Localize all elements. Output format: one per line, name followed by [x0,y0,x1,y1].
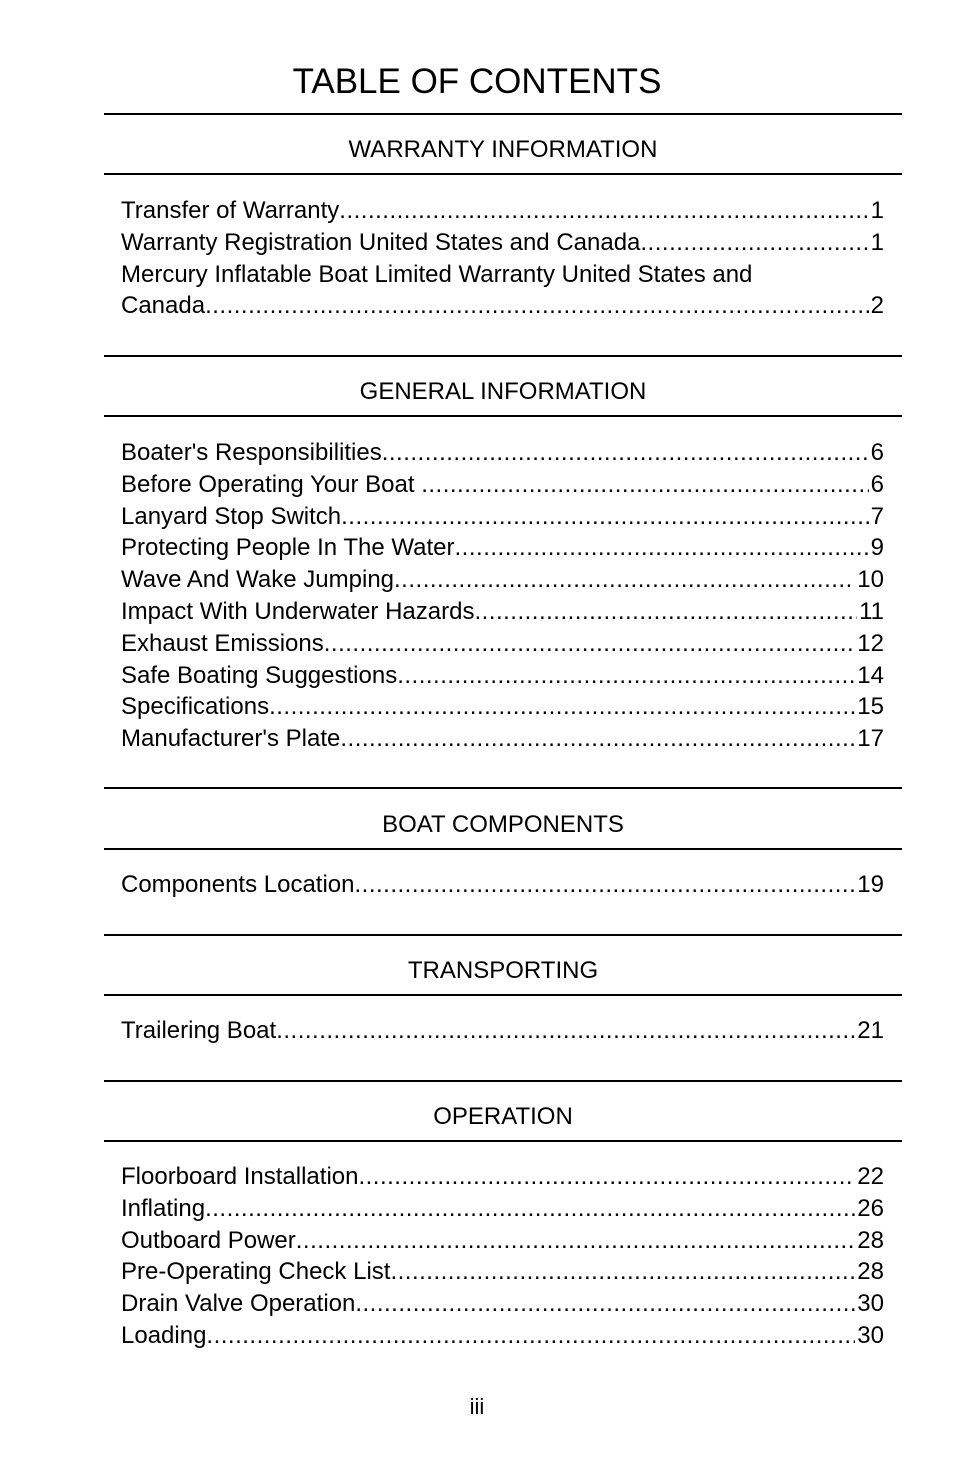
dot-leader [340,723,855,755]
toc-entry-label: Manufacturer's Plate [121,725,341,753]
toc-entry-label: Inflating [121,1194,206,1222]
toc-entry-page: 6 [870,470,884,498]
toc-entry-label: Drain Valve Operation [121,1290,356,1318]
toc-entry-page: 17 [857,725,884,753]
dot-leader [394,564,855,596]
dot-leader [421,469,868,501]
toc-list-warranty [121,195,884,322]
dot-leader [205,290,869,322]
dot-leader [341,501,869,533]
section-heading-transporting: TRANSPORTING [407,957,599,984]
toc-entry[interactable] [121,869,884,901]
toc-entry-page: 10 [857,566,884,594]
toc-entry[interactable] [121,501,884,533]
toc-entry-label: Specifications [121,693,270,721]
section-heading-general: GENERAL INFORMATION [359,378,647,405]
toc-entry-page: 6 [870,439,884,466]
toc-entry[interactable] [121,1225,884,1257]
toc-entry-label: Warranty Registration United States and Canada [121,228,641,256]
toc-entry[interactable] [121,437,884,469]
toc-entry[interactable] [121,469,884,501]
toc-entry-page: 26 [857,1194,884,1222]
toc-entry-page: 1 [870,197,884,224]
toc-entry-page: 15 [857,693,884,721]
toc-entry[interactable] [121,532,884,564]
toc-entry-page: 1 [870,228,884,256]
toc-entry-label: Before Operating Your Boat [121,470,422,498]
page-title: TABLE OF CONTENTS [292,62,662,101]
section-divider [104,113,902,115]
dot-leader [397,660,855,692]
section-divider [104,173,902,175]
toc-entry-label: Wave And Wake Jumping [121,566,395,594]
toc-entry[interactable] [121,1256,884,1288]
toc-entry-label: Protecting People In The Water [121,534,455,562]
toc-entry[interactable] [121,628,884,660]
dot-leader [390,1256,855,1288]
toc-entry-label: Loading [121,1321,207,1349]
toc-entry[interactable] [121,723,884,755]
toc-entry[interactable] [121,1320,884,1352]
dot-leader [354,869,855,901]
toc-entry-label: Lanyard Stop Switch [121,502,342,530]
toc-entry-label: Transfer of Warranty [121,197,340,224]
dot-leader [358,1161,855,1193]
toc-entry-label: Floorboard Installation [121,1163,359,1190]
dot-leader [474,596,857,628]
toc-entry[interactable] [121,195,884,227]
section-heading-boat-components: BOAT COMPONENTS [382,811,624,838]
section-heading-warranty: WARRANTY INFORMATION [348,136,658,163]
dot-leader [355,1288,855,1320]
toc-entry-label: Safe Boating Suggestions [121,661,398,689]
toc-entry-label: Mercury Inflatable Boat Limited Warranty United States and [121,260,753,288]
toc-entry-label: Boater's Responsibilities [121,439,382,466]
section-heading-operation: OPERATION [433,1103,573,1130]
toc-entry-page: 30 [857,1321,884,1349]
toc-list-general [121,437,884,755]
toc-entry[interactable] [121,259,884,323]
toc-entry-page: 28 [857,1258,884,1286]
dot-leader [382,437,869,469]
toc-list-operation [121,1161,884,1352]
toc-entry-page: 28 [857,1226,884,1254]
toc-entry[interactable] [121,1015,884,1047]
toc-entry-page: 19 [857,871,884,898]
section-divider [104,994,902,996]
toc-entry[interactable] [121,227,884,259]
toc-entry-label-continued: Canada [121,292,206,320]
dot-leader [324,628,856,660]
toc-entry-page: 9 [870,534,884,562]
toc-entry-label: Trailering Boat [121,1017,277,1044]
toc-entry-page: 21 [857,1017,884,1044]
page-number: iii [469,1394,485,1419]
dot-leader [455,532,869,564]
toc-entry-label: Impact With Underwater Hazards [121,597,475,625]
dot-leader [205,1193,855,1225]
dot-leader [296,1225,856,1257]
toc-entry-page: 12 [857,629,884,657]
toc-entry[interactable] [121,691,884,723]
dot-leader [206,1320,855,1352]
toc-entry-page: 14 [857,661,884,689]
dot-leader [339,195,868,227]
toc-entry-page: 2 [870,292,884,320]
toc-entry-page: 22 [857,1163,884,1190]
dot-leader [276,1015,855,1047]
toc-entry-label: Pre-Operating Check List [121,1258,391,1286]
toc-entry[interactable] [121,1193,884,1225]
toc-entry-label: Outboard Power [121,1226,296,1254]
toc-entry-page: 7 [870,502,884,530]
toc-entry[interactable] [121,1161,884,1193]
toc-entry-page: 11 [859,597,884,625]
toc-entry[interactable] [121,1288,884,1320]
section-divider [104,848,902,850]
toc-list-transporting [121,1015,884,1047]
toc-entry-label: Components Location [121,871,355,898]
section-divider [104,415,902,417]
dot-leader [269,691,855,723]
toc-entry-page: 30 [857,1290,884,1318]
toc-list-boat-components [121,869,884,901]
section-divider [104,934,902,936]
toc-entry[interactable] [121,660,884,692]
toc-entry[interactable] [121,596,884,628]
section-divider [104,1140,902,1142]
section-divider [104,1080,902,1082]
dot-leader [640,227,868,259]
section-divider [104,355,902,357]
toc-entry-label: Exhaust Emissions [121,629,324,657]
section-divider [104,787,902,789]
toc-entry[interactable] [121,564,884,596]
